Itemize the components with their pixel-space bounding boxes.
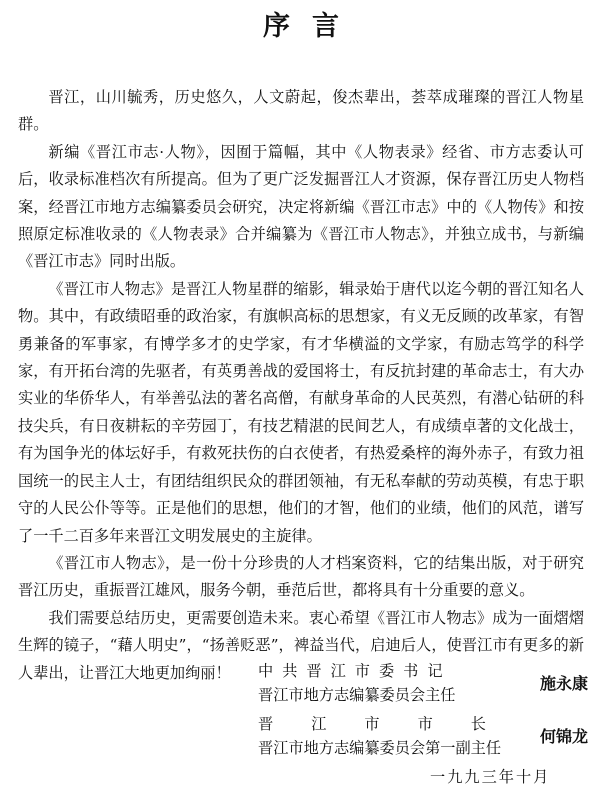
signature-title: 晋江市地方志编纂委员会第一副主任 xyxy=(258,739,501,757)
page-title: 序言 xyxy=(263,11,361,42)
signer-name: 何锦龙 xyxy=(540,727,589,746)
signature-title: 晋江市市长 xyxy=(258,715,524,733)
paragraph: 晋江，山川毓秀，历史悠久，人文蔚起，俊杰辈出，荟萃成璀璨的晋江人物星群。 xyxy=(18,88,584,134)
paragraph: 《晋江市人物志》，是一份十分珍贵的人才档案资料，它的结集出版，对于研究晋江历史，重振晋江雄风，服务今朝，垂范后世，都将具有十分重要的意义。 xyxy=(18,553,584,600)
document-date: 一九九三年十月 xyxy=(430,768,551,786)
signature-title: 中共晋江市委书记 xyxy=(258,662,452,680)
paragraph: 我们需要总结历史，更需要创造未来。衷心希望《晋江市人物志》成为一面熠熠生辉的镜子，“藉人明史”，“扬善贬恶”，裨益当代，启迪后人，使晋江市有更多的新人辈出，让晋江大地更加绚丽！ xyxy=(18,608,584,682)
paragraph: 新编《晋江市志·人物》，因囿于篇幅，其中《人物表录》经省、市方志委认可后，收录标准档次有所提高。但为了更广泛发掘晋江人才资源，保存晋江历史人物档案，经晋江市地方志编纂委员会研究，决定将新编《晋江市志》中的《人物传》和按照原定标准收录的《人物表录》合并编纂为《晋江市人物志》，并独立成书，与新编《晋江市志》同时出版。 xyxy=(18,142,584,271)
signer-name: 施永康 xyxy=(540,674,589,693)
signature-title: 晋江市地方志编纂委员会主任 xyxy=(258,686,456,704)
preface-body xyxy=(18,84,584,687)
paragraph: 《晋江市人物志》是晋江人物星群的缩影，辑录始于唐代以迄今朝的晋江知名人物。其中，有政绩昭垂的政治家，有旗帜高标的思想家，有义无反顾的改革家，有智勇兼备的军事家，有博学多才的史学家，有才华横溢的文学家，有励志笃学的科学家，有开拓台湾的先驱者，有英勇善战的爱国将士，有反抗封建的革命志士，有大办实业的华侨华人，有举善弘法的著名高僧，有献身革命的人民英烈，有潜心钻研的科技尖兵，有日夜耕耘的辛劳园丁，有技艺精湛的民间艺人，有成绩卓著的文化战士，有为国争光的体坛好手，有救死扶伤的白衣使者，有热爱桑梓的海外赤子，有致力祖国统一的民主人士，有团结组织民众的群团领袖，有无私奉献的劳动英模，有忠于职守的人民公仆等等。正是他们的思想，他们的才智，他们的业绩，他们的风范，谱写了一千二百多年来晋江文明发展史的主旋律。 xyxy=(18,279,584,545)
